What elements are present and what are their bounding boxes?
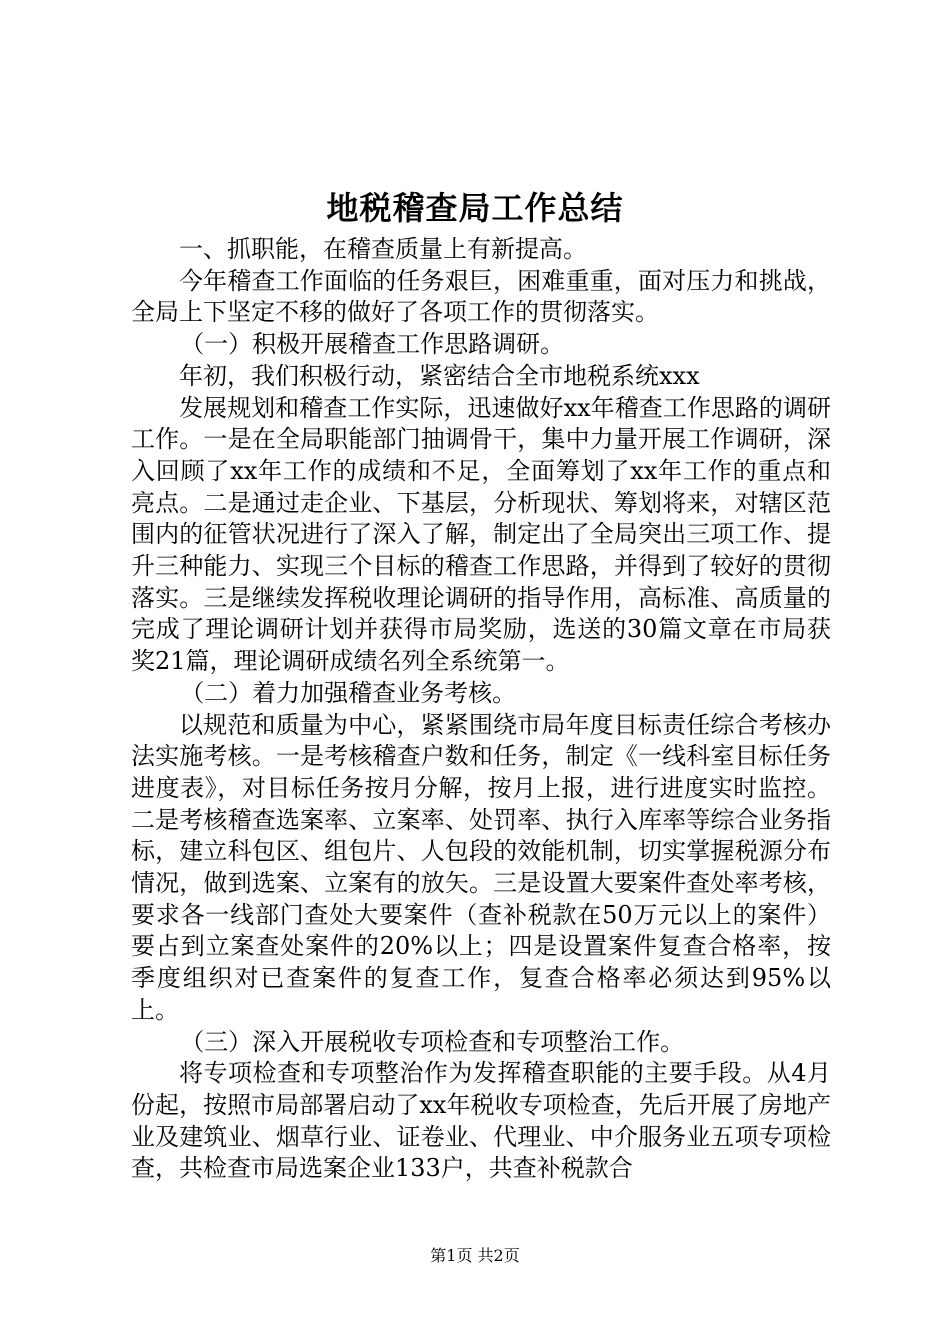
section-heading-1: 一、抓职能，在稽查质量上有新提高。 — [179, 235, 587, 263]
subsection-heading-2: （二）着力加强稽查业务考核。 — [180, 678, 517, 707]
paragraph-1a: 年初，我们积极行动，紧密结合全市地税系统xxx — [179, 361, 700, 390]
page-indicator: 第1页 共2页 — [430, 1246, 520, 1265]
paragraph-3: 将专项检查和专项整治作为发挥稽查职能的主要手段。从4月份起，按照市局部署启动了xx年税收专项检查，先后开展了房地产业及建筑业、烟草行业、证卷业、代理业、中介服务业五项专项检查，共检查市局选案企业133户，共查补税款合 — [131, 1059, 831, 1183]
paragraph-1b: 发展规划和稽查工作实际，迅速做好xx年稽查工作思路的调研工作。一是在全局职能部门抽调骨干，集中力量开展工作调研，深入回顾了xx年工作的成绩和不足，全面筹划了xx年工作的重点和亮点。二是通过走企业、下基层，分析现状、筹划将来，对辖区范围内的征管状况进行了深入了解，制定出了全局突出三项工作、提升三种能力、实现三个目标的稽查工作思路，并得到了较好的贯彻落实。三是继续发挥税收理论调研的指导作用，高标准、高质量的完成了理论调研计划并获得市局奖励，选送的30篇文章在市局获奖21篇，理论调研成绩名列全系统第一。 — [131, 393, 831, 676]
subsection-heading-1: （一）积极开展稽查工作思路调研。 — [180, 330, 565, 359]
document-title: 地税稽查局工作总结 — [326, 189, 624, 227]
paragraph-intro: 今年稽查工作面临的任务艰巨，困难重重，面对压力和挑战，全局上下坚定不移的做好了各项工作的贯彻落实。 — [131, 266, 831, 327]
subsection-heading-3: （三）深入开展税收专项检查和专项整治工作。 — [180, 1027, 685, 1056]
document-body — [131, 234, 831, 1185]
paragraph-2: 以规范和质量为中心，紧紧围绕市局年度目标责任综合考核办法实施考核。一是考核稽查户数和任务，制定《一线科室目标任务进度表》，对目标任务按月分解，按月上报，进行进度实时监控。二是考核稽查选案率、立案率、处罚率、执行入库率等综合业务指标，建立科包区、组包片、人包段的效能机制，切实掌握税源分布情况，做到选案、立案有的放矢。三是设置大要案件查处率考核，要求各一线部门查处大要案件（查补税款在50万元以上的案件）要占到立案查处案件的20%以上；四是设置案件复查合格率，按季度组织对已查案件的复查工作，复查合格率必须达到95%以上。 — [131, 710, 831, 1024]
